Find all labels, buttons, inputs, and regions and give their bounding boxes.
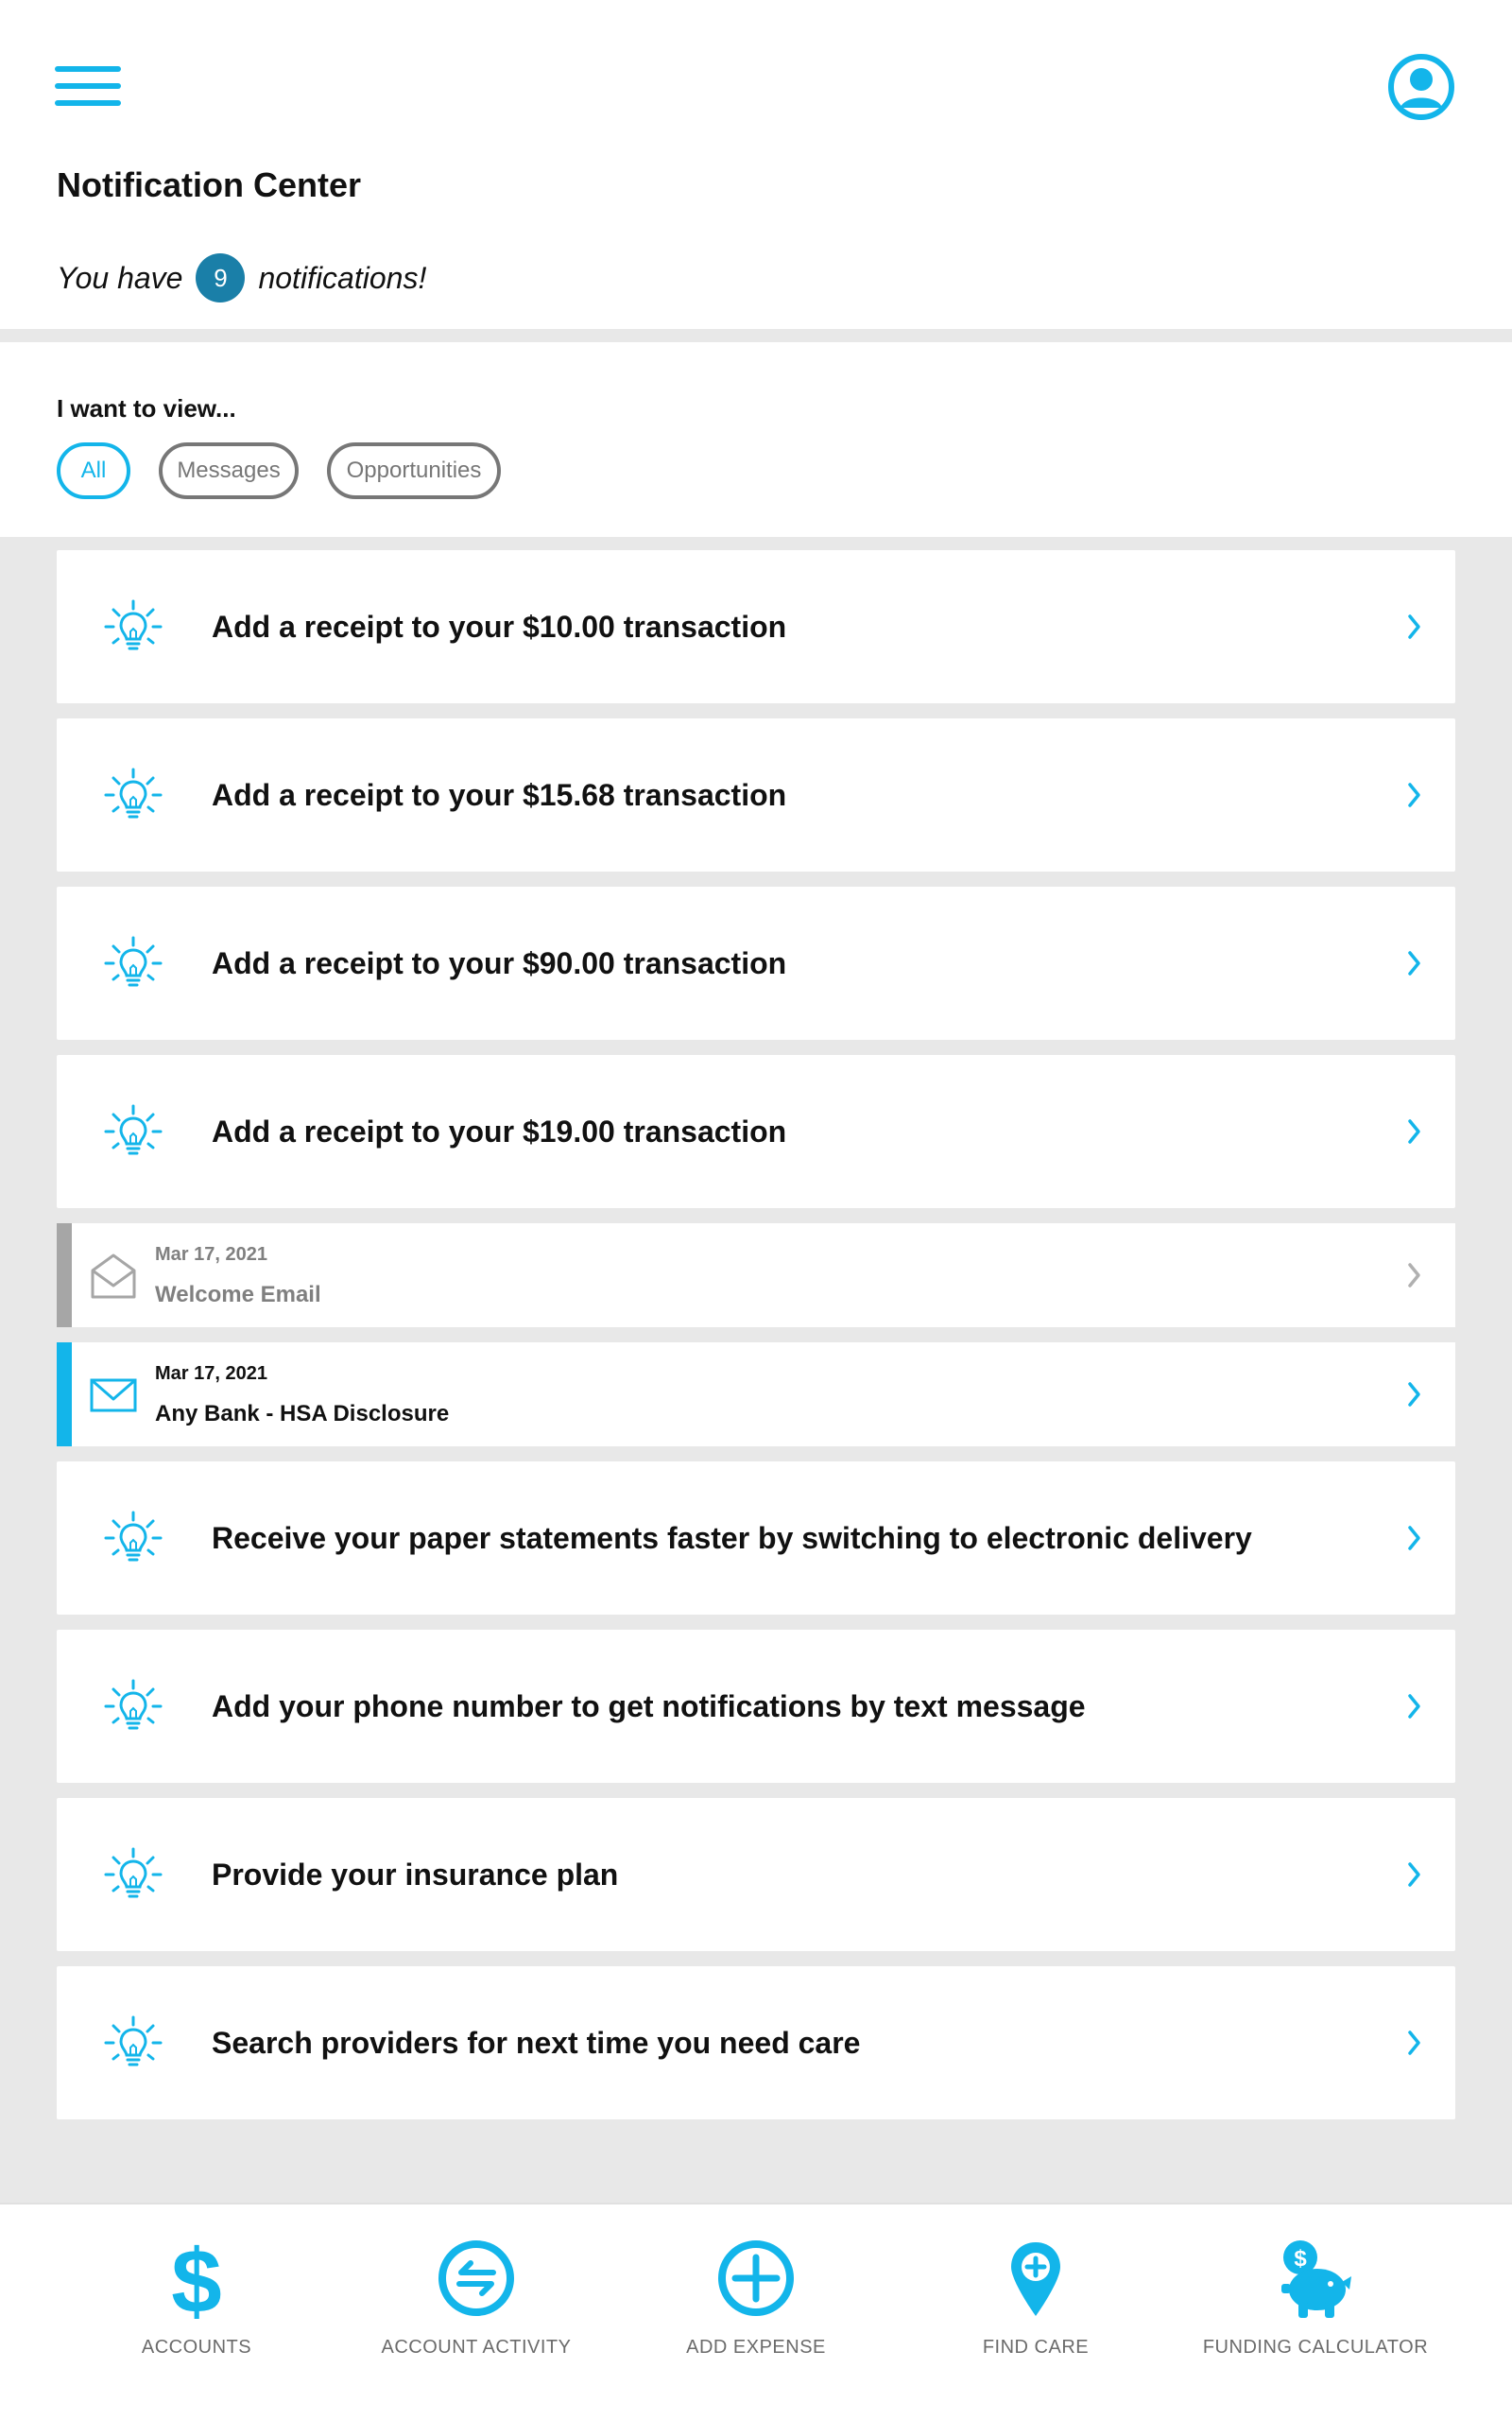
opportunity-card[interactable] [57, 887, 1455, 1040]
opportunity-card[interactable] [57, 718, 1455, 872]
message-card[interactable] [57, 1223, 1455, 1327]
message-subject: Any Bank - HSA Disclosure [155, 1401, 450, 1426]
count-prefix: You have [57, 260, 183, 295]
filter-section [0, 342, 1512, 537]
chevron-right-icon [1404, 1261, 1423, 1289]
lightbulb-icon [104, 934, 163, 993]
message-status-bar [57, 1223, 72, 1327]
opportunity-title: Add a receipt to your $10.00 transaction [212, 609, 787, 644]
profile-icon[interactable] [1387, 53, 1455, 121]
opportunity-card[interactable] [57, 1798, 1455, 1951]
nav-label: ACCOUNT ACTIVITY [381, 2337, 572, 2358]
nav-label: ADD EXPENSE [686, 2337, 826, 2358]
nav-account-activity[interactable] [336, 2204, 616, 2420]
lightbulb-icon [104, 597, 163, 656]
nav-funding-calculator[interactable] [1176, 2204, 1455, 2420]
dollar-icon [163, 2238, 230, 2320]
notification-count-line [57, 253, 426, 302]
lightbulb-icon [104, 1677, 163, 1736]
opportunity-card[interactable] [57, 1055, 1455, 1208]
opportunity-card[interactable] [57, 550, 1455, 703]
piggy-bank-icon [1276, 2238, 1355, 2320]
message-date: Mar 17, 2021 [155, 1363, 267, 1384]
notification-list [57, 550, 1455, 2135]
filter-chip-all[interactable]: All [57, 442, 130, 499]
opportunity-title: Receive your paper statements faster by switching to electronic delivery [212, 1520, 1252, 1555]
chevron-right-icon [1404, 1380, 1423, 1409]
nav-label: FUNDING CALCULATOR [1202, 2337, 1429, 2358]
count-suffix: notifications! [258, 260, 427, 295]
filter-label: I want to view... [57, 394, 236, 423]
chevron-right-icon [1404, 1860, 1423, 1889]
opportunity-title: Add a receipt to your $15.68 transaction [212, 777, 787, 812]
hamburger-menu-icon[interactable] [55, 66, 121, 110]
bottom-nav [0, 2203, 1512, 2420]
envelope-open-icon [89, 1252, 138, 1301]
opportunity-title: Add a receipt to your $19.00 transaction [212, 1114, 787, 1149]
map-pin-plus-icon [1007, 2238, 1064, 2320]
section-divider [0, 329, 1512, 342]
page-title: Notification Center [57, 165, 362, 204]
chevron-right-icon [1404, 2029, 1423, 2057]
opportunity-card[interactable] [57, 1630, 1455, 1783]
opportunity-title: Add your phone number to get notifications by text message [212, 1688, 1086, 1723]
chevron-right-icon [1404, 949, 1423, 977]
filter-chips [57, 442, 501, 499]
chevron-right-icon [1404, 1692, 1423, 1720]
nav-add-expense[interactable] [616, 2204, 896, 2420]
lightbulb-icon [104, 2014, 163, 2072]
svg-text:$: $ [1294, 2246, 1307, 2272]
opportunity-card[interactable] [57, 1966, 1455, 2119]
lightbulb-icon [104, 1509, 163, 1567]
filter-chip-opportunities[interactable]: Opportunities [327, 442, 501, 499]
opportunity-card[interactable] [57, 1461, 1455, 1615]
notification-count-badge: 9 [196, 253, 245, 302]
lightbulb-icon [104, 1102, 163, 1161]
chevron-right-icon [1404, 781, 1423, 809]
lightbulb-icon [104, 766, 163, 824]
opportunity-title: Add a receipt to your $90.00 transaction [212, 945, 787, 980]
lightbulb-icon [104, 1845, 163, 1904]
plus-circle-icon [716, 2238, 796, 2318]
message-card[interactable] [57, 1342, 1455, 1446]
opportunity-title: Provide your insurance plan [212, 1857, 619, 1892]
message-status-bar [57, 1342, 72, 1446]
nav-label: ACCOUNTS [141, 2337, 252, 2358]
filter-chip-messages[interactable]: Messages [159, 442, 299, 499]
transfer-arrows-icon [437, 2238, 516, 2318]
envelope-icon [89, 1371, 138, 1420]
opportunity-title: Search providers for next time you need care [212, 2025, 861, 2060]
nav-accounts[interactable] [57, 2204, 336, 2420]
header [0, 0, 1512, 329]
chevron-right-icon [1404, 1117, 1423, 1146]
nav-label: FIND CARE [982, 2337, 1090, 2358]
nav-find-care[interactable] [896, 2204, 1176, 2420]
chevron-right-icon [1404, 1524, 1423, 1552]
chevron-right-icon [1404, 613, 1423, 641]
message-date: Mar 17, 2021 [155, 1244, 267, 1265]
svg-text:$: $ [171, 2238, 222, 2320]
message-subject: Welcome Email [155, 1282, 321, 1307]
